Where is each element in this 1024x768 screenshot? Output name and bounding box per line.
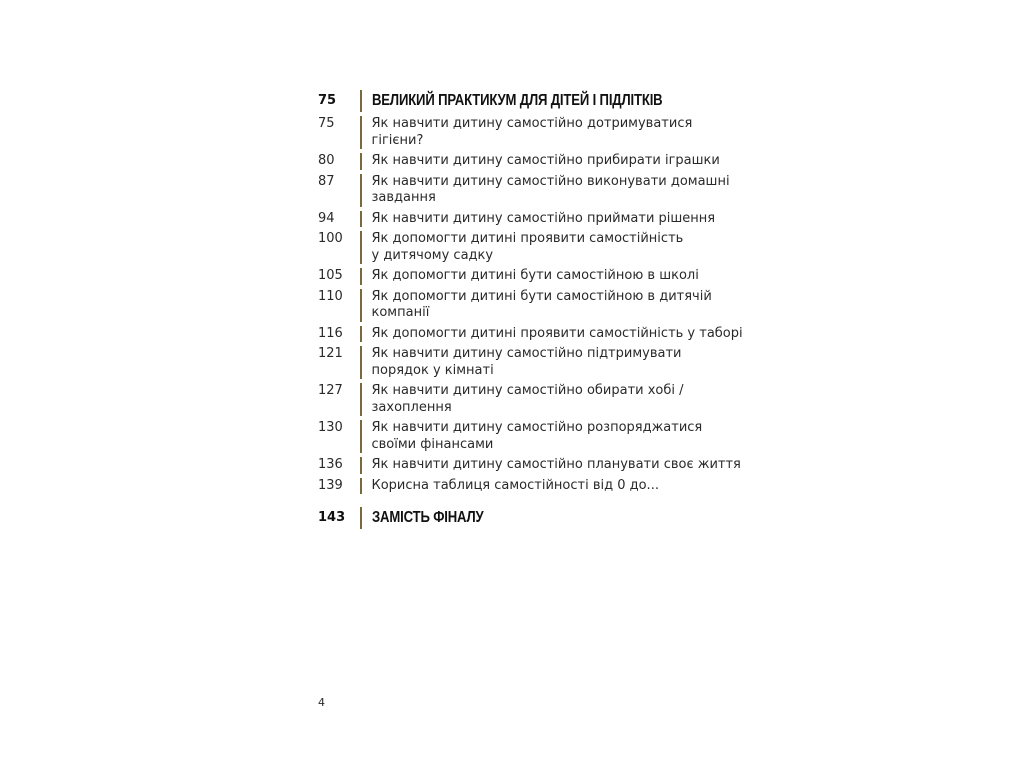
toc-entry[interactable]	[300, 383, 760, 416]
toc-divider	[360, 174, 362, 207]
toc-entry-page: 94	[318, 210, 335, 226]
toc-entry-page: 136	[318, 457, 343, 472]
toc-divider	[360, 457, 362, 474]
toc-section-page: 143	[318, 510, 346, 525]
toc-entry[interactable]	[300, 457, 760, 474]
toc-entry[interactable]	[300, 268, 760, 285]
toc-entry[interactable]	[300, 346, 760, 379]
toc-section-title: ЗАМІСТЬ ФІНАЛУ	[371, 509, 484, 526]
toc-entry[interactable]	[300, 231, 760, 264]
toc-entry-page: 130	[318, 420, 343, 435]
toc-entry[interactable]	[300, 174, 760, 207]
toc-divider	[360, 231, 362, 264]
toc-entry-page: 100	[318, 231, 343, 246]
toc-entry[interactable]	[300, 289, 760, 322]
toc-entry-title: Як навчити дитину самостійно розпоряджатися своїми фінансами	[371, 420, 703, 452]
toc-entry-title: Як допомогти дитині проявити самостійність у таборі	[371, 325, 743, 341]
toc-entry[interactable]	[300, 420, 760, 453]
table-of-contents	[300, 90, 760, 529]
toc-section[interactable]	[300, 90, 760, 112]
toc-divider	[360, 268, 362, 285]
toc-entry-title: Як навчити дитину самостійно дотримуватися гігієни?	[371, 116, 693, 148]
toc-divider	[360, 116, 362, 149]
toc-entry-page: 139	[318, 477, 343, 493]
toc-entry-title: Як навчити дитину самостійно планувати своє життя	[371, 457, 741, 472]
toc-entry-page: 110	[318, 288, 343, 304]
toc-entry-page: 75	[318, 116, 335, 131]
toc-section-title: ВЕЛИКИЙ ПРАКТИКУМ ДЛЯ ДІТЕЙ І ПІДЛІТКІВ	[371, 92, 662, 109]
toc-divider	[360, 326, 362, 343]
toc-entry-page: 127	[318, 383, 343, 398]
toc-entry-title: Як допомогти дитині проявити самостійність у дитячому садку	[371, 231, 684, 263]
toc-divider	[360, 346, 362, 379]
toc-entry-page: 116	[318, 325, 343, 341]
toc-entry[interactable]	[300, 326, 760, 343]
toc-section[interactable]	[300, 507, 760, 529]
toc-divider	[360, 507, 362, 529]
toc-divider	[360, 153, 362, 170]
toc-entry[interactable]	[300, 211, 760, 228]
toc-entry[interactable]	[300, 116, 760, 149]
toc-divider	[360, 90, 362, 112]
toc-entry[interactable]	[300, 478, 760, 495]
toc-entry[interactable]	[300, 153, 760, 170]
toc-entry-title: Як навчити дитину самостійно виконувати домашні завдання	[371, 173, 730, 205]
toc-divider	[360, 420, 362, 453]
toc-entry-title: Як навчити дитину самостійно прибирати іграшки	[371, 153, 720, 168]
page-number: 4	[318, 696, 325, 709]
toc-entry-page: 80	[318, 153, 335, 168]
toc-entry-title: Як навчити дитину самостійно обирати хобі / захоплення	[371, 383, 684, 415]
toc-entry-title: Як допомогти дитині бути самостійною в школі	[371, 268, 699, 283]
toc-entry-page: 121	[318, 346, 343, 361]
toc-entry-page: 87	[318, 173, 335, 189]
toc-divider	[360, 383, 362, 416]
toc-divider	[360, 289, 362, 322]
toc-divider	[360, 211, 362, 228]
toc-entry-title: Корисна таблиця самостійності від 0 до...	[371, 477, 659, 493]
toc-entry-title: Як навчити дитину самостійно приймати рішення	[371, 210, 716, 226]
toc-divider	[360, 478, 362, 495]
toc-section-page: 75	[318, 93, 337, 108]
toc-entry-title: Як допомогти дитині бути самостійною в дитячій компанії	[371, 288, 712, 320]
toc-entry-title: Як навчити дитину самостійно підтримувати порядок у кімнаті	[371, 346, 682, 378]
toc-entry-page: 105	[318, 268, 343, 283]
